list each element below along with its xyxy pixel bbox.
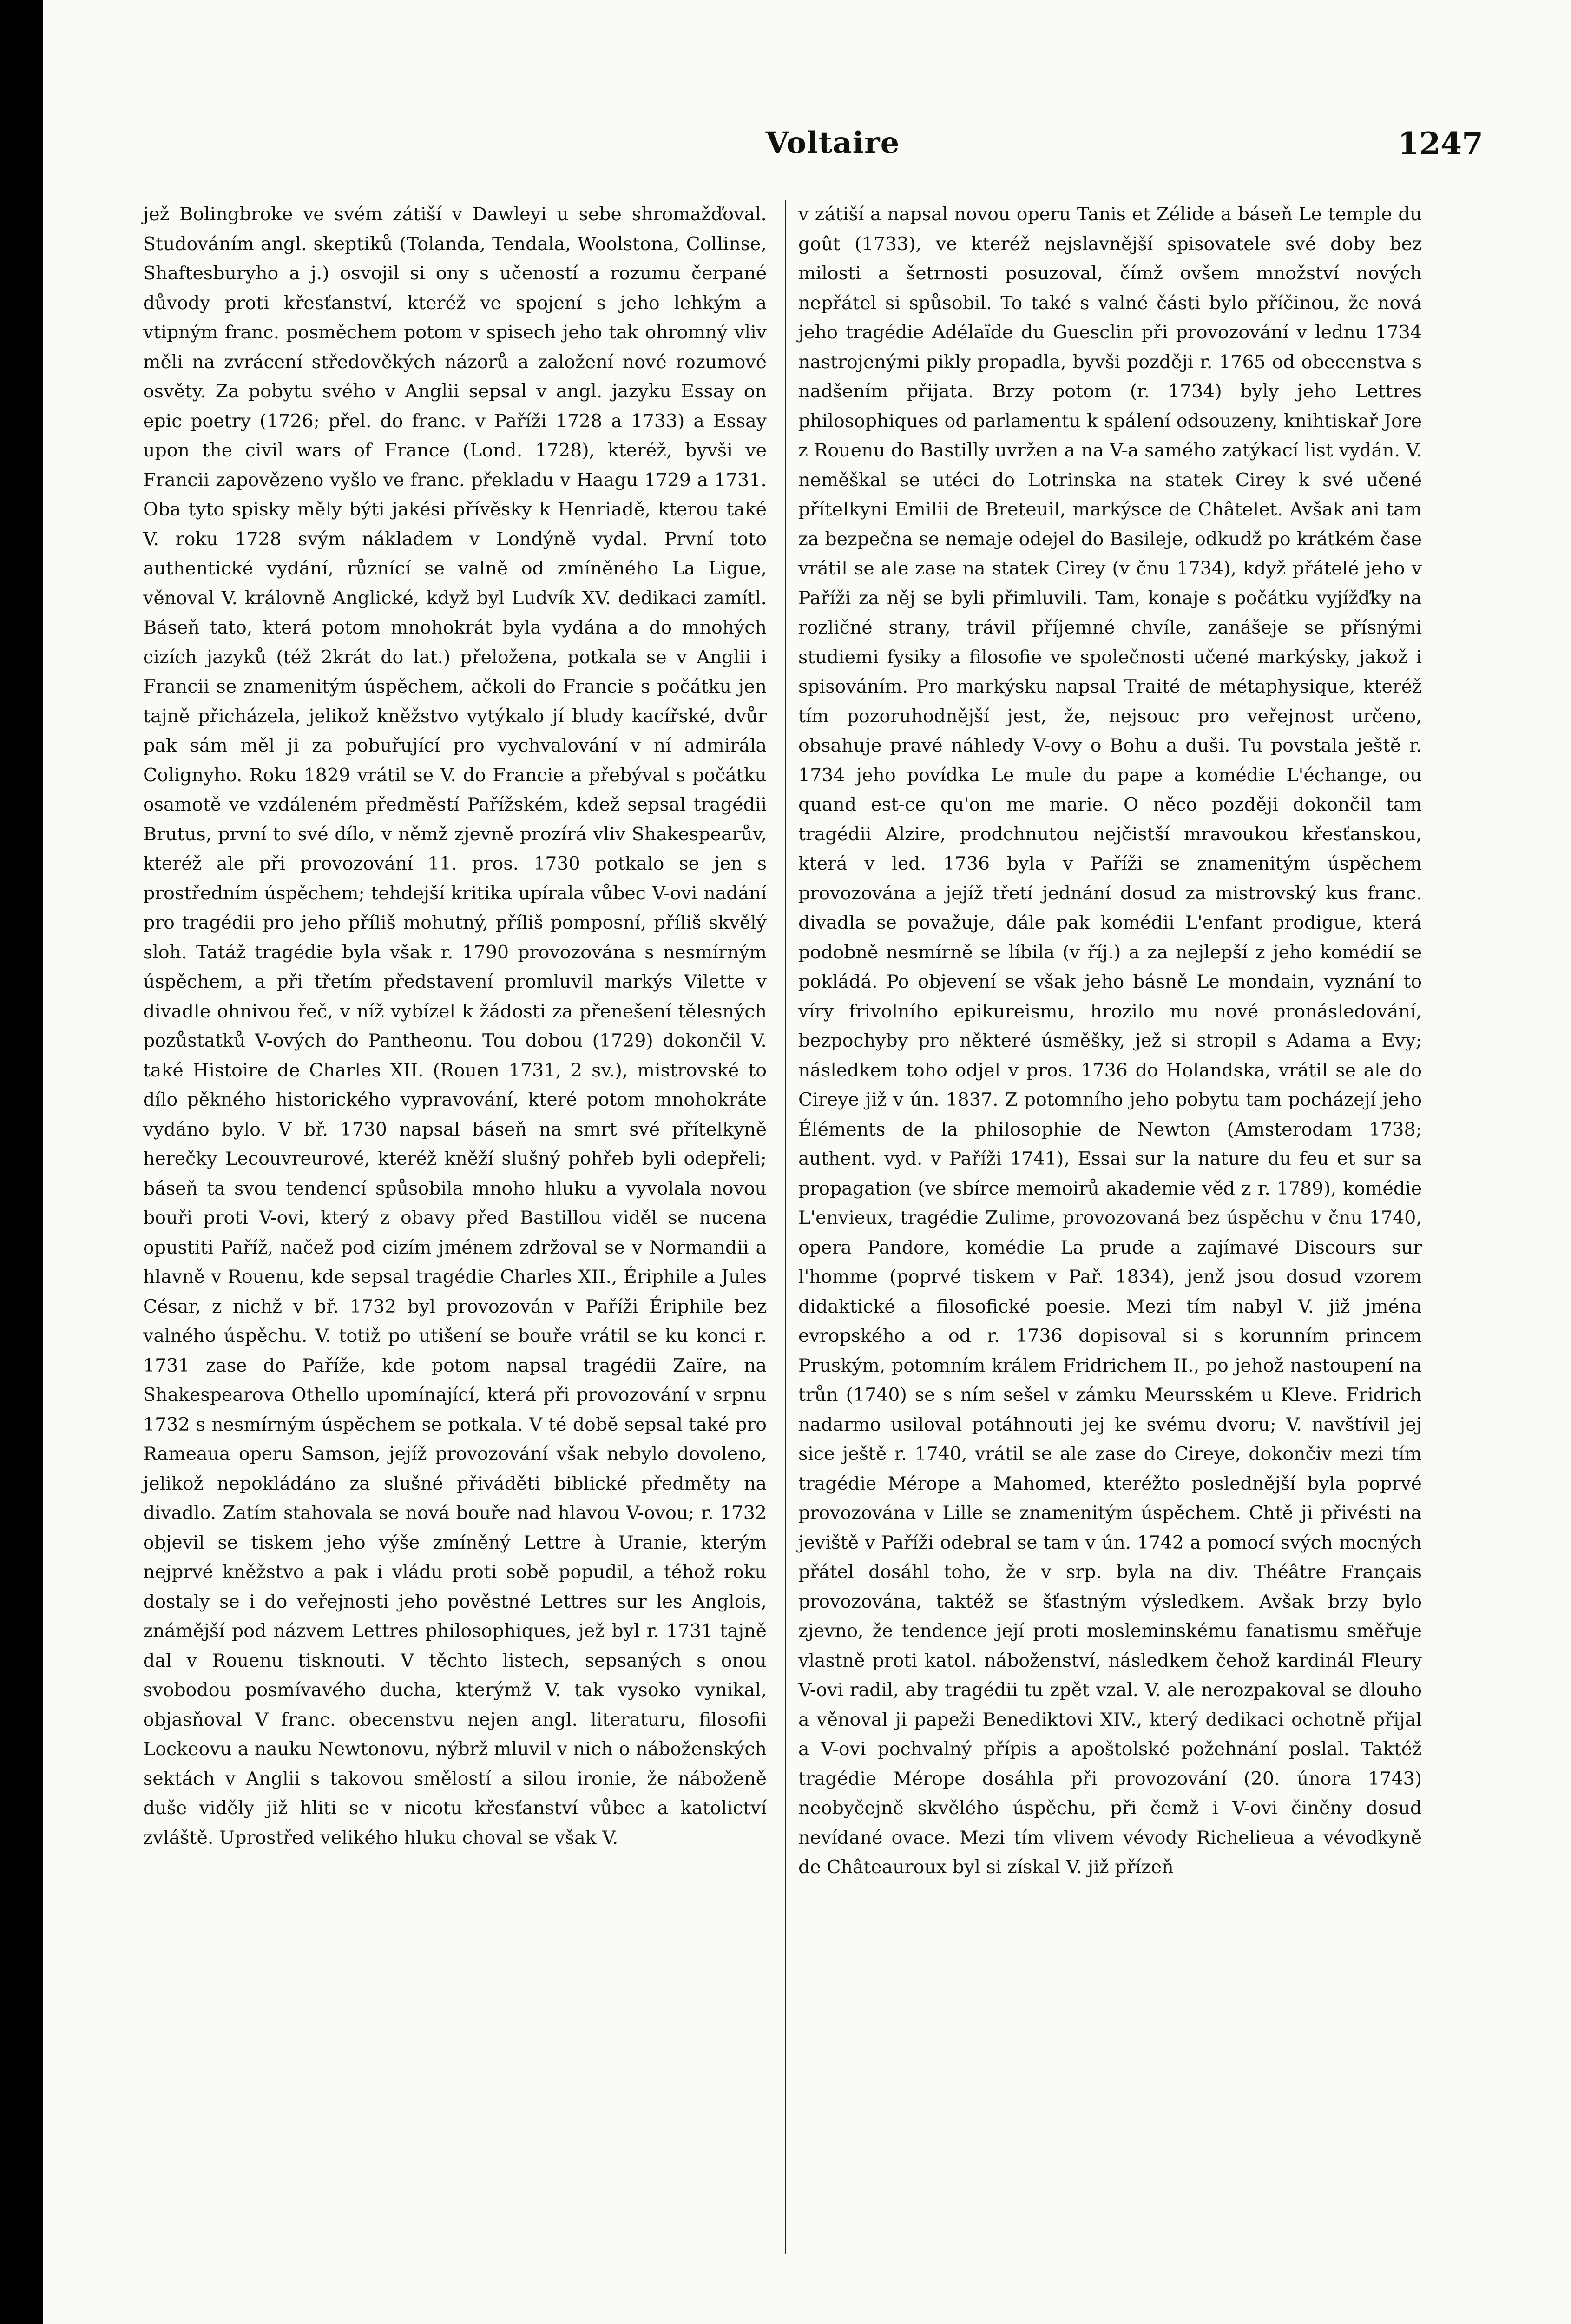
column-text: v zátiší a napsal novou operu Tanis et Zélide a báseň Le temple du goût (1733), ve kteréž nejslavnější spisovatele své doby bez milosti a šetrnosti posuzoval, čímž ovšem množství nových nepřátel si spůsobil. To také s valné části bylo příčinou, že nová jeho tragédie Adélaïde du Guesclin při provozování v lednu 1734 nastrojenými pikly propadla, byvši později r. 1765 od obecenstva s nadšením přijata. Brzy potom (r. 1734) byly jeho Lettres philosophiques od parlamentu k spálení odsouzeny, knihtiskař Jore z Rouenu do Bastilly uvržen a na V-a samého zatýkací list vydán. V. neměškal se utéci do Lotrinska na statek Cirey k své učené přítelkyni Emilii de Breteuil, markýsce de Châtelet. Avšak ani tam za bezpečna se nemaje odejel do Basileje, odkudž po krátkém čase vrátil se ale zase na statek Cirey (v čnu 1734), když přátelé jeho v Paříži za něj se byli přimluvili. Tam, konaje s počátku vyjížďky na rozličné strany, trávil příjemné chvíle, zanášeje se přísnými studiemi fysiky a filosofie ve společnosti učené markýsky, jakož i spisováním. Pro markýsku napsal Traité de métaphysique, kteréž tím pozoruhodnější jest, že, nejsouc pro veřejnost určeno, obsahuje pravé náhledy V-ovy o Bohu a duši. Tu povstala ještě r. 1734 jeho povídka Le mule du pape a komédie L'échange, ou quand est-ce qu'on me marie. O něco později dokončil tam tragédii Alzire, prodchnutou nejčistší mravoukou křesťanskou, která v led. 1736 byla v Paříži se znamenitým úspěchem provozována a jejíž třetí jednání dosud za mistrovský kus franc. divadla se považuje, dále pak komédii L'enfant prodigue, která podobně nesmírně se líbila (v říj.) a za nejlepší z jeho komédií se pokládá. Po objevení se však jeho básně Le mondain, vyznání to víry frivolního epikureismu, hrozilo mu nové pronásledování, bezpochyby pro některé úsměšky, jež si stropil s Adama a Evy; následkem toho odjel v pros. 1736 do Holandska, vrátil se ale do Cireye již v ún. 1837. Z potomního jeho pobytu tam pocházejí jeho Éléments de la philosophie de Newton (Amsterodam 1738; authent. vyd. v Paříži 1741), Essai sur la nature du feu et sur sa propagation (ve sbírce memoirů akademie věd z r. 1789), komédie L'envieux, tragédie Zulime, provozovaná bez úspěchu v čnu 1740, opera Pandore, komédie La prude a zajímavé Discours sur l'homme (poprvé tiskem v Pař. 1834), jenž jsou dosud vzorem didaktické a filosofické poesie. Mezi tím nabyl V. již jména evropského a od r. 1736 dopisoval si s korunním princem Pruským, potomním králem Fridrichem II., po jehož nastoupení na trůn (1740) se s ním sešel v zámku Meursském u Kleve. Fridrich nadarmo usiloval potáhnouti jej ke svému dvoru; V. navštívil jej sice ještě r. 1740, vrátil se ale zase do Cireye, dokončiv mezi tím tragédie Mérope a Mahomed, kteréžto poslednější byla poprvé provozována v Lille se znamenitým úspěchem. Chtě ji přivésti na jeviště v Paříži odebral se tam v ún. 1742 a pomocí svých mocných přátel dosáhl toho, že v srp. byla na div. Théâtre Français provozována, taktéž se šťastným výsledkem. Avšak brzy bylo zjevno, že tendence její proti mosleminskému fanatismu směřuje vlastně proti katol. náboženství, následkem čehož kardinál Fleury V-ovi radil, aby tragédii tu zpět vzal. V. ale nerozpakoval se dlouho a věnoval ji papeži Benediktovi XIV., který dedikaci ochotně přijal a V-ovi pochvalný přípis a apoštolské požehnání poslal. Taktéž tragédie Mérope dosáhla při provozování (20. února 1743) neobyčejně skvělého úspěchu, při čemž i V-ovi činěny dosud nevídané ovace. Mezi tím vlivem vévody Richelieua a vévodkyně de Châteauroux byl si získal V. již přízeň <box>798 204 1422 1878</box>
text-column-left <box>143 200 767 2268</box>
page-number: 1247 <box>1398 125 1483 162</box>
column-divider <box>785 200 786 2254</box>
running-head: Voltaire <box>765 125 900 160</box>
page-header <box>182 125 1483 181</box>
text-column-right <box>798 200 1422 2268</box>
scan-border <box>0 0 43 2324</box>
column-text: jež Bolingbroke ve svém zátiší v Dawleyi u sebe shromažďoval. Studováním angl. skeptiků (Tolanda, Tendala, Woolstona, Collinse, Shaftesburyho a j.) osvojil si ony s učeností a rozumu čerpané důvody proti křesťanství, kteréž ve spojení s jeho lehkým a vtipným franc. posměchem potom v spisech jeho tak ohromný vliv měli na zvrácení středověkých názorů a založení nové rozumové osvěty. Za pobytu svého v Anglii sepsal v angl. jazyku Essay on epic poetry (1726; přel. do franc. v Paříži 1728 a 1733) a Essay upon the civil wars of France (Lond. 1728), kteréž, byvši ve Francii zapovězeno vyšlo ve franc. překladu v Haagu 1729 a 1731. Oba tyto spisky měly býti jakési přívěsky k Henriadě, kterou také V. roku 1728 svým nákladem v Londýně vydal. První toto authentické vydání, různící se valně od zmíněného La Ligue, věnoval V. královně Anglické, když byl Ludvík XV. dedikaci zamítl. Báseň tato, která potom mnohokrát byla vydána a do mnohých cizích jazyků (též 2krát do lat.) přeložena, potkala se v Anglii i Francii se znamenitým úspěchem, ačkoli do Francie s počátku jen tajně přicházela, jelikož kněžstvo vytýkalo jí bludy kacířské, dvůr pak sám měl ji za pobuřující pro vychvalování v ní admirála Colignyho. Roku 1829 vrátil se V. do Francie a přebýval s počátku osamotě ve vzdáleném předměstí Pařížském, kdež sepsal tragédii Brutus, první to své dílo, v němž zjevně prozírá vliv Shakespearův, kteréž ale při provozování 11. pros. 1730 potkalo se jen s prostředním úspěchem; tehdejší kritika upírala vůbec V-ovi nadání pro tragédii pro jeho příliš mohutný, příliš pomposní, příliš skvělý sloh. Tatáž tragédie byla však r. 1790 provozována s nesmírným úspěchem, a při třetím představení promluvil markýs Vilette v divadle ohnivou řeč, v níž vybízel k žádosti za přenešení tělesných pozůstatků V-ových do Pantheonu. Tou dobou (1729) dokončil V. také Histoire de Charles XII. (Rouen 1731, 2 sv.), mistrovské to dílo pěkného historického vypravování, které potom mnohokráte vydáno bylo. V bř. 1730 napsal báseň na smrt své přítelkyně herečky Lecouvreurové, kteréž kněží slušný pohřeb byli odepřeli; báseň ta svou tendencí spůsobila mnoho hluku a vyvolala novou bouři proti V-ovi, který z obavy před Bastillou viděl se nucena opustiti Paříž, načež pod cizím jménem zdržoval se v Normandii a hlavně v Rouenu, kde sepsal tragédie Charles XII., Ériphile a Jules César, z nichž v bř. 1732 byl provozován v Paříži Ériphile bez valného úspěchu. V. totiž po utišení se bouře vrátil se ku konci r. 1731 zase do Paříže, kde potom napsal tragédii Zaïre, na Shakespearova Othello upomínající, která při provozování v srpnu 1732 s nesmírným úspěchem se potkala. V té době sepsal také pro Rameaua operu Samson, jejíž provozování však nebylo dovoleno, jelikož nepokládáno za slušné přiváděti biblické předměty na divadlo. Zatím stahovala se nová bouře nad hlavou V-ovou; r. 1732 objevil se tiskem jeho výše zmíněný Lettre à Uranie, kterým nejprvé kněžstvo a pak i vládu proti sobě popudil, a téhož roku dostaly se i do veřejnosti jeho pověstné Lettres sur les Anglois, známější pod názvem Lettres philosophiques, jež byl r. 1731 tajně dal v Rouenu tisknouti. V těchto listech, sepsaných s onou svobodou posmívavého ducha, kterýmž V. tak vysoko vynikal, objasňoval V franc. obecenstvu nejen angl. literaturu, filosofii Lockeovu a nauku Newtonovu, nýbrž mluvil v nich o náboženských sektách v Anglii s takovou smělostí a silou ironie, že náboženě duše viděly již hliti se v nicotu křesťanství vůbec a katolictví zvláště. Uprostřed velikého hluku choval se však V. <box>143 204 767 1849</box>
